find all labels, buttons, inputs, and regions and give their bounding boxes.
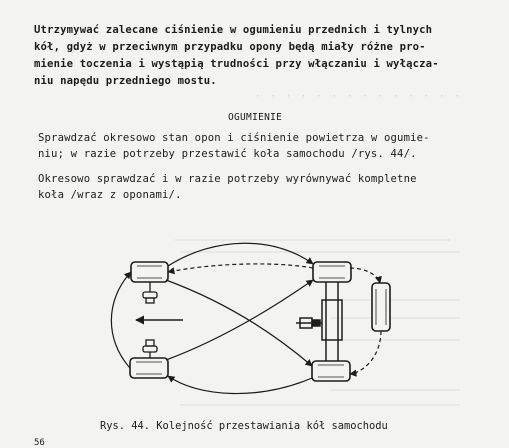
axle-front-left-spring bbox=[143, 282, 157, 303]
page-number: 56 bbox=[34, 438, 45, 448]
paragraph-line: koła /wraz z oponami/. bbox=[38, 189, 182, 201]
paragraph-line: Utrzymywać zalecane ciśnienie w ogumieniu przednich i tylnych bbox=[34, 24, 433, 36]
bleed-through-text: · · · · · · · · · · · · · · bbox=[255, 92, 460, 102]
wheel-rear-left bbox=[130, 358, 168, 378]
paragraph-line: niu napędu przedniego mostu. bbox=[34, 75, 217, 87]
section-heading: OGUMIENIE bbox=[228, 112, 283, 123]
wheel-front-left bbox=[131, 262, 168, 282]
paragraph-line: niu; w razie potrzeby przestawić koła samochodu /rys. 44/. bbox=[38, 148, 417, 160]
paragraph-line: kół, gdyż w przeciwnym przypadku opony będą miały różne pro- bbox=[34, 41, 426, 53]
figure-caption: Rys. 44. Kolejność przestawiania kół samochodu bbox=[100, 420, 388, 432]
paragraph-line: mienie toczenia i wystąpią trudności przy włączaniu i wyłącza- bbox=[34, 58, 439, 70]
paragraph-line: Sprawdzać okresowo stan opon i ciśnienie powietrza w ogumie- bbox=[38, 132, 430, 144]
wheel-front-right bbox=[313, 262, 351, 282]
right-axle-assembly bbox=[296, 282, 342, 361]
axle-rear-left-spring bbox=[143, 340, 157, 358]
wheel-spare bbox=[372, 283, 390, 331]
paragraph-line: Okresowo sprawdzać i w razie potrzeby wyrównywać kompletne bbox=[38, 173, 417, 185]
wheel-rear-right bbox=[312, 361, 350, 381]
